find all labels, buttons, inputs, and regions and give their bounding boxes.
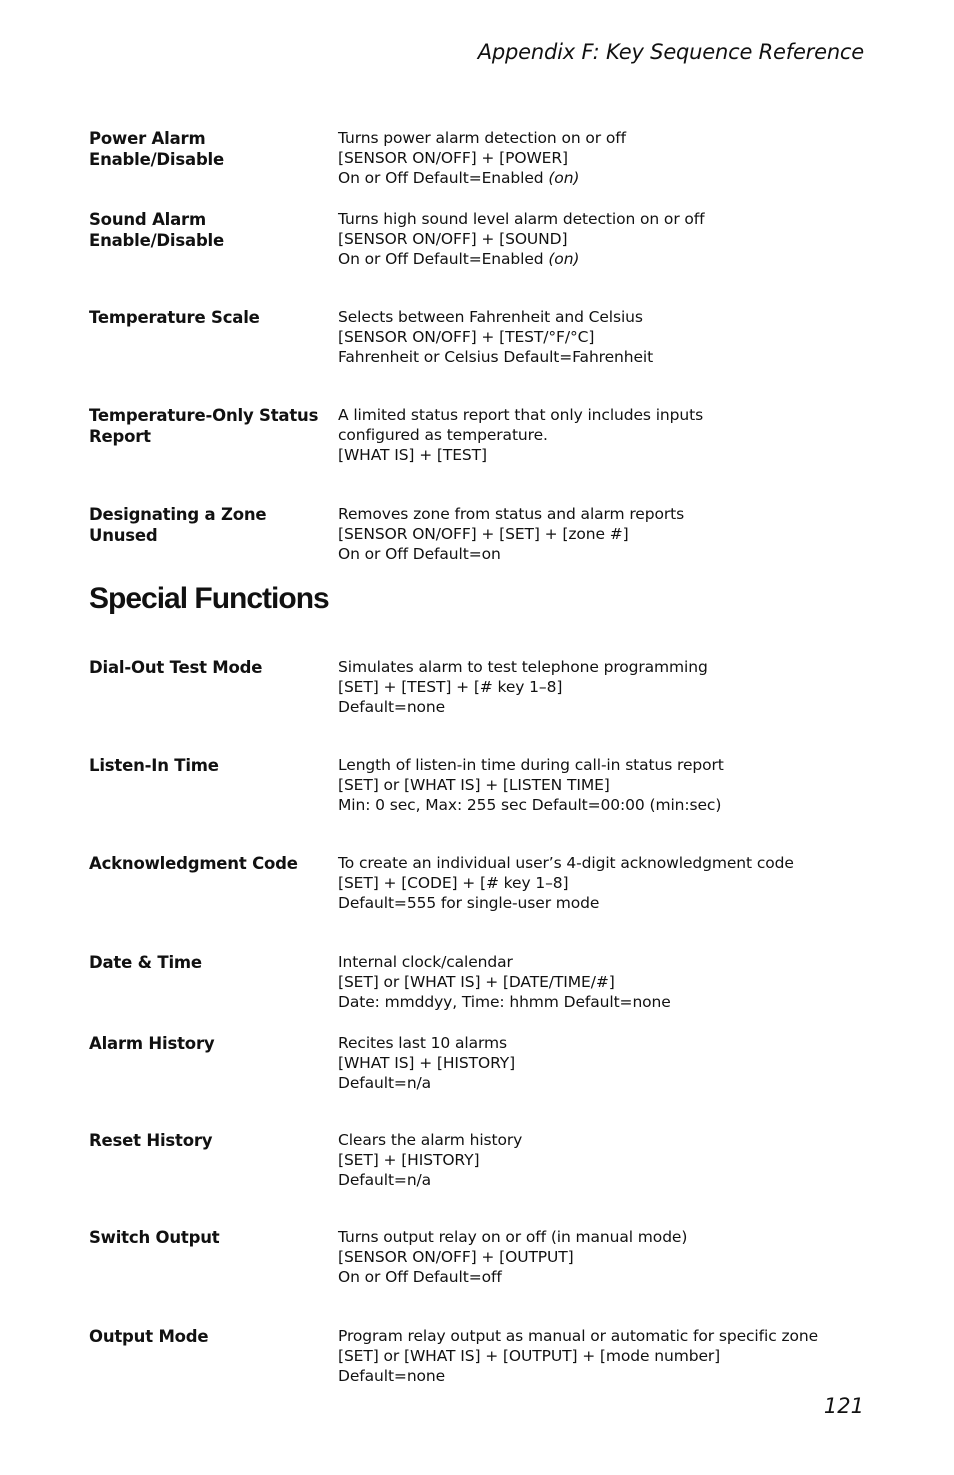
description-line: [SENSOR ON/OFF] + [SOUND] (338, 230, 568, 248)
description-line: A limited status report that only includes inputs (338, 406, 704, 424)
description-line: [SENSOR ON/OFF] + [TEST/°F/°C] (338, 328, 595, 346)
description-line: To create an individual user’s 4-digit acknowledgment code (338, 854, 794, 872)
description-line: [SET] + [TEST] + [# key 1–8] (338, 678, 563, 696)
description-line: [SET] or [WHAT IS] + [OUTPUT] + [mode number] (338, 1347, 721, 1365)
entry-term: Acknowledgment Code (89, 854, 298, 873)
entry-term: Date & Time (89, 953, 202, 972)
description-line: On or Off Default=off (338, 1268, 502, 1286)
entry-description (338, 405, 858, 465)
description-line: configured as temperature. (338, 426, 548, 444)
description-line: [SENSOR ON/OFF] + [POWER] (338, 149, 568, 167)
description-line: Simulates alarm to test telephone programming (338, 658, 708, 676)
description-line: Min: 0 sec, Max: 255 sec Default=00:00 (min:sec) (338, 796, 722, 814)
description-line: [SENSOR ON/OFF] + [SET] + [zone #] (338, 525, 629, 543)
entry-term: Listen-In Time (89, 756, 219, 775)
description-line: Recites last 10 alarms (338, 1034, 507, 1052)
entry-description (338, 853, 858, 913)
entry-term: Dial-Out Test Mode (89, 658, 263, 677)
entry-description (338, 504, 858, 564)
description-line: Default=555 for single-user mode (338, 894, 600, 912)
description-line: [SET] or [WHAT IS] + [LISTEN TIME] (338, 776, 610, 794)
entry-term: Designating a Zone Unused (89, 505, 267, 545)
description-line (338, 168, 858, 188)
description-line: Internal clock/calendar (338, 953, 513, 971)
section-heading: Special Functions (89, 582, 329, 615)
entry-term: Switch Output (89, 1228, 220, 1247)
description-line: On or Off Default=on (338, 545, 501, 563)
description-line: Program relay output as manual or automatic for specific zone (338, 1327, 819, 1345)
description-line: Clears the alarm history (338, 1131, 523, 1149)
entry-description (338, 755, 858, 815)
description-line: Length of listen-in time during call-in status report (338, 756, 724, 774)
entry-term: Alarm History (89, 1034, 215, 1053)
description-text: On or Off Default=Enabled (338, 250, 549, 268)
description-line: Turns power alarm detection on or off (338, 129, 626, 147)
description-line: [SET] + [HISTORY] (338, 1151, 480, 1169)
entry-description (338, 1033, 858, 1093)
description-line: [SET] + [CODE] + [# key 1–8] (338, 874, 569, 892)
description-line: Turns output relay on or off (in manual mode) (338, 1228, 688, 1246)
description-text: On or Off Default=Enabled (338, 169, 549, 187)
entry-description (338, 657, 858, 717)
entry-description (338, 1227, 858, 1287)
description-line: Default=none (338, 698, 446, 716)
entry-description (338, 209, 858, 269)
entry-description (338, 1130, 858, 1190)
description-line: Fahrenheit or Celsius Default=Fahrenheit (338, 348, 654, 366)
description-line: [WHAT IS] + [TEST] (338, 446, 487, 464)
description-line: [SET] or [WHAT IS] + [DATE/TIME/#] (338, 973, 615, 991)
description-line: [SENSOR ON/OFF] + [OUTPUT] (338, 1248, 574, 1266)
entry-description (338, 307, 858, 367)
description-line: Date: mmddyy, Time: hhmm Default=none (338, 993, 671, 1011)
entry-term: Output Mode (89, 1327, 209, 1346)
description-line: Removes zone from status and alarm reports (338, 505, 685, 523)
entry-description (338, 1326, 858, 1386)
description-line: Selects between Fahrenheit and Celsius (338, 308, 643, 326)
description-line: Default=n/a (338, 1074, 432, 1092)
entry-term: Sound Alarm Enable/Disable (89, 210, 225, 250)
entry-term: Power Alarm Enable/Disable (89, 129, 225, 169)
default-value-italic: (on) (548, 169, 580, 187)
description-line: Turns high sound level alarm detection on or off (338, 210, 705, 228)
description-line: [WHAT IS] + [HISTORY] (338, 1054, 516, 1072)
running-header: Appendix F: Key Sequence Reference (477, 40, 864, 64)
page-number: 121 (823, 1394, 864, 1418)
entry-term: Temperature-Only Status Report (89, 406, 319, 446)
entry-description (338, 952, 858, 1012)
default-value-italic: (on) (548, 250, 580, 268)
description-line: Default=n/a (338, 1171, 432, 1189)
description-line: Default=none (338, 1367, 446, 1385)
entry-description (338, 128, 858, 188)
entry-term: Temperature Scale (89, 308, 260, 327)
entry-term: Reset History (89, 1131, 213, 1150)
description-line (338, 249, 858, 269)
